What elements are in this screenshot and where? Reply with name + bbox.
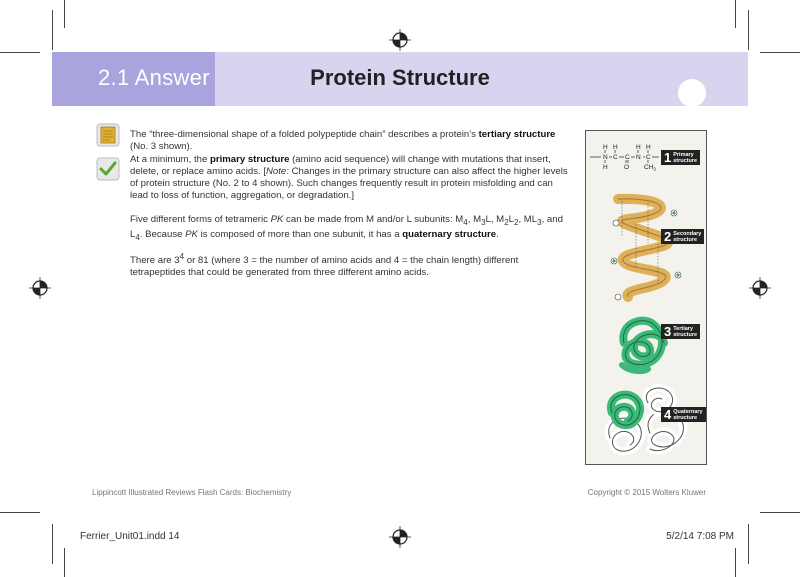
text: Changes in the primary structure can also affect the higher levels of protein structure (No. 2 to 4 shown). Such changes frequently result in protein misfolding and can lead to loss of function, aggregation, or degradation.] — [130, 166, 568, 201]
quaternary-complex-illustration — [600, 383, 696, 461]
crop-mark — [760, 52, 800, 53]
text: (No. 3 shown). — [130, 141, 193, 152]
primary-structure-label — [661, 150, 700, 165]
italic-term: Note: — [266, 166, 289, 177]
bold-term: primary structure — [209, 154, 290, 165]
footer-copyright: Copyright © 2015 Wolters Kluwer — [587, 488, 706, 497]
label-text: Quaternary structure — [673, 408, 703, 421]
svg-text:H: H — [603, 164, 608, 171]
text: , M — [467, 214, 482, 225]
text: or 81 (where 3 = the number of amino acids and 4 = the chain length) different tetrapeptides that could be generated from three different amino acids. — [130, 255, 519, 279]
text: can be made from M and/or L subunits: M — [283, 214, 464, 225]
crop-mark — [760, 512, 800, 513]
slug-filename: Ferrier_Unit01.indd 14 — [80, 531, 180, 542]
label-number: 3 — [664, 324, 672, 339]
text: . — [496, 228, 499, 240]
italic-term: PK — [185, 228, 198, 240]
text: , and L — [130, 214, 563, 240]
svg-text:H: H — [613, 144, 618, 151]
protein-structure-figure — [585, 130, 707, 465]
slug-datetime: 5/2/14 7:08 PM — [666, 531, 734, 542]
svg-text:N: N — [603, 154, 608, 161]
alpha-helix-illustration — [608, 189, 688, 309]
text: L, M — [485, 214, 505, 225]
crop-mark — [0, 512, 40, 513]
crop-mark — [64, 0, 65, 28]
bold-term: quaternary structure — [402, 228, 497, 240]
paragraph-quaternary — [130, 214, 570, 244]
crop-mark — [748, 524, 749, 564]
section-label: 2.1 Answer — [98, 65, 210, 90]
paragraph-tertiary — [130, 129, 570, 153]
subscript: 4 — [463, 217, 468, 227]
footer-book-title: Lippincott Illustrated Reviews Flash Cards: Biochemistry — [92, 488, 292, 497]
italic-term: PK — [270, 214, 284, 225]
subscript: 2 — [504, 217, 509, 227]
check-mark-icon — [96, 157, 120, 181]
svg-text:CH3: $CH_3$ — [644, 164, 656, 172]
crop-mark — [735, 548, 736, 577]
svg-text:H: H — [646, 144, 651, 151]
svg-text:C: C — [625, 154, 630, 161]
svg-text:C: C — [613, 154, 618, 161]
text: There are 3 — [130, 255, 180, 267]
registration-mark-icon — [389, 29, 411, 51]
label-number: 4 — [664, 407, 672, 422]
crop-mark — [52, 10, 53, 50]
label-number: 2 — [664, 229, 672, 244]
label-text: Primary structure — [673, 151, 698, 164]
superscript: 4 — [179, 252, 185, 261]
bold-term: tertiary structure — [478, 129, 556, 140]
quaternary-structure-label — [661, 407, 706, 422]
crop-mark — [0, 52, 40, 53]
subscript: 2 — [513, 217, 519, 227]
registration-mark-icon — [749, 277, 771, 299]
paragraph-primary — [130, 154, 570, 202]
svg-text:H: H — [603, 144, 608, 151]
svg-text:N: N — [636, 154, 641, 161]
subscript: 4 — [135, 232, 140, 242]
text: The “three-dimensional shape of a folded polypeptide chain” describes a protein’s — [130, 129, 479, 140]
subscript: 3 — [537, 217, 542, 227]
text: is composed of more than one subunit, it has a — [197, 228, 403, 240]
text: (amino acid sequence) will change with mutations that insert, delete, or replace amino acids. [ — [130, 154, 551, 177]
registration-mark-icon — [29, 277, 51, 299]
text: Five different forms of tetrameric — [130, 214, 271, 225]
crop-mark — [64, 548, 65, 577]
crop-mark — [52, 524, 53, 564]
tertiary-structure-label — [661, 324, 700, 339]
svg-text:C: C — [646, 154, 651, 161]
svg-text:O: O — [624, 164, 630, 171]
page-title: Protein Structure — [310, 65, 490, 90]
label-text: Tertiary structure — [673, 325, 698, 338]
registration-mark-icon — [389, 526, 411, 548]
subscript: 3 — [481, 217, 486, 227]
corner-circle — [678, 79, 706, 107]
label-number: 1 — [664, 150, 672, 165]
text: . Because — [139, 228, 186, 240]
paragraph-tetrapeptides — [130, 251, 570, 279]
title-band — [215, 52, 748, 106]
label-text: Secondary structure — [673, 230, 702, 243]
text: At a minimum, the — [130, 154, 210, 165]
crop-mark — [735, 0, 736, 28]
note-pad-icon — [96, 123, 120, 147]
svg-text:H: H — [636, 144, 641, 151]
tertiary-fold-illustration — [614, 313, 674, 375]
crop-mark — [748, 10, 749, 50]
section-label-band — [52, 52, 215, 106]
text: L — [508, 214, 514, 225]
text: , ML — [518, 214, 538, 225]
secondary-structure-label — [661, 229, 704, 244]
